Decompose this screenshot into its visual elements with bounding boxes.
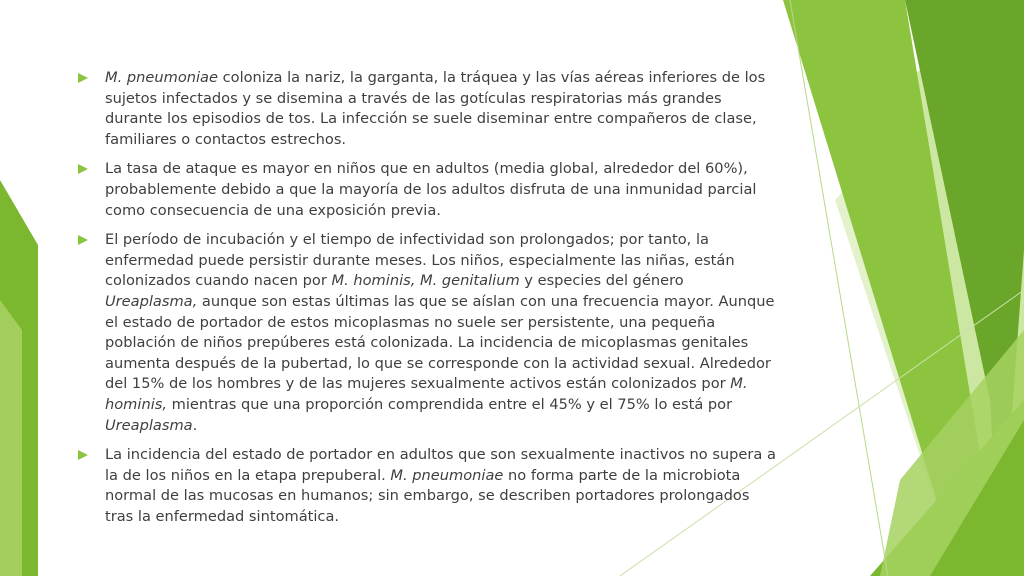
italic-term: Ureaplasma, xyxy=(105,292,198,310)
slide-body xyxy=(78,68,778,536)
text-run: y especies del género xyxy=(519,272,684,290)
bullet-paragraph xyxy=(78,159,778,221)
left-accent-light xyxy=(0,300,22,576)
italic-term: M. pneumoniae xyxy=(390,466,504,484)
text-run: aunque son estas últimas las que se aíslan con una frecuencia mayor. Aunque el estado de portador de estos micoplasmas no suele ser persistente, una pequeña población de niños prepúberes está colonizada. La incidencia de micoplasmas genitales aumenta después de la pubertad, lo que se corresponde con la actividad sexual. Alrededor del 15% de los hombres y de las mujeres sexualmente activos están colonizados por xyxy=(105,292,775,393)
text-run: La tasa de ataque es mayor en niños que en adultos (media global, alrededor del 60%), probablemente debido a que la mayoría de los adultos disfruta de una inmunidad parcial como consecuencia de una exposición previa. xyxy=(105,160,757,219)
bullet-paragraph xyxy=(78,445,778,527)
italic-term: M. hominis, M. genitalium xyxy=(331,272,520,290)
italic-term: M. hominis, xyxy=(105,375,748,413)
bullet-paragraph xyxy=(78,230,778,436)
italic-term: Ureaplasma xyxy=(105,416,193,434)
text-run: La incidencia del estado de portador en adultos que son sexualmente inactivos no supera a la de los niños en la etapa prepuberal. xyxy=(105,446,776,484)
bullet-arrow-icon xyxy=(78,164,88,174)
text-run: coloniza la nariz, la garganta, la tráquea y las vías aéreas inferiores de los sujetos infectados y se disemina a través de las gotículas respiratorias más grandes durante los episodios de tos. La infección se suele diseminar entre compañeros de clase, familiares o contactos estrechos. xyxy=(105,69,766,148)
text-run: mientras que una proporción comprendida entre el 45% y el 75% lo está por xyxy=(167,395,733,413)
bullet-arrow-icon xyxy=(78,450,88,460)
bullet-paragraph xyxy=(78,68,778,150)
italic-term: M. pneumoniae xyxy=(105,69,218,86)
bullet-arrow-icon xyxy=(78,73,88,83)
text-run: . xyxy=(192,416,198,434)
text-run: no forma parte de la microbiota normal de las mucosas en humanos; sin embargo, se describen portadores prolongados tras la enfermedad sintomática. xyxy=(105,466,750,525)
bullet-arrow-icon xyxy=(78,235,88,245)
text-run: El período de incubación y el tiempo de infectividad son prolongados; por tanto, la enfermedad puede persistir durante meses. Los niños, especialmente las niñas, están colonizados cuando nacen por xyxy=(105,231,735,290)
